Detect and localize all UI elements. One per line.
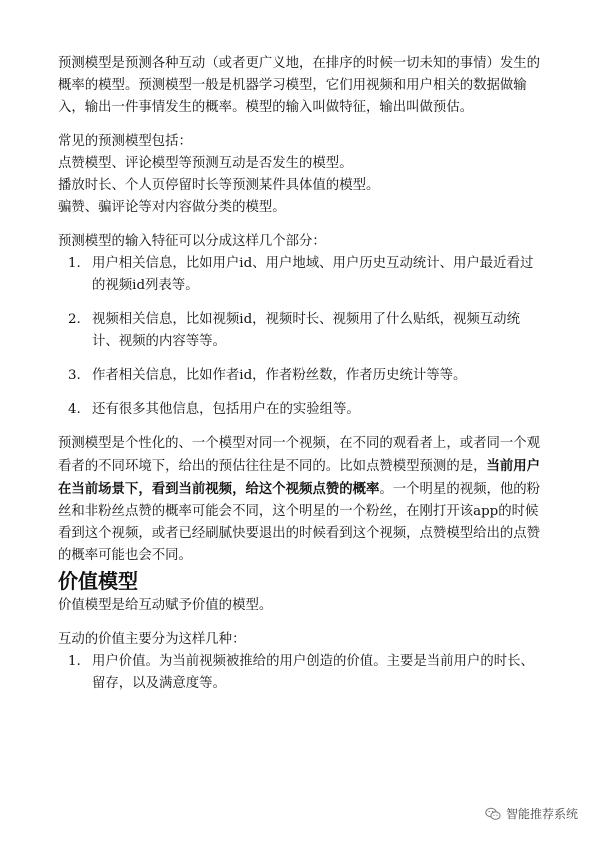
list-number: 1.	[68, 256, 81, 271]
personalization-bold-text: 当前用户在当前场景下，看到当前视频，给这个视频点赞的概率	[58, 458, 541, 497]
watermark	[485, 805, 578, 822]
document-body	[58, 53, 546, 695]
personalization-paragraph	[58, 433, 546, 567]
common-model-line: 骗赞、骗评论等对内容做分类的模型。	[58, 200, 286, 215]
value-types-title: 互动的价值主要分为这样几种：	[58, 632, 246, 647]
personalization-text: 预测模型是个性化的、一个模型对同一个视频，在不同的观看者上，或者同一个观看者的不同环境下，给出的预估往往是不同的。比如点赞模型预测的是，	[58, 436, 541, 474]
list-item-text: 还有很多其他信息，包括用户在的实验组等。	[92, 402, 360, 417]
intro-paragraph: 预测模型是预测各种互动（或者更广义地，在排序的时候一切未知的事情）发生的概率的模型。预测模型一般是机器学习模型，它们用视频和用户相关的数据做输入，输出一件事情发生的概率。模型的输入叫做特征，输出叫做预估。	[58, 56, 541, 115]
list-item	[58, 309, 546, 353]
list-item-text: 用户价值。为当前视频被推给的用户创造的价值。主要是当前用户的时长、留存，以及满意度等。	[92, 654, 534, 691]
common-model-line: 点赞模型、评论模型等预测互动是否发生的模型。	[58, 156, 353, 171]
list-number: 3.	[68, 368, 81, 383]
list-item	[58, 365, 546, 387]
list-item-text: 视频相关信息，比如视频id，视频时长、视频用了什么贴纸，视频互动统计、视频的内容等等。	[92, 312, 520, 349]
list-number: 2.	[68, 312, 81, 327]
personalization-text-end: 。一个明星的视频，他的粉丝和非粉丝点赞的概率可能会不同，这个明星的一个粉丝，在刚打开该app的时候看到这个视频，或者已经刷腻快要退出的时候看到这个视频，点赞模型给出的点赞的概率可能也会不同。	[58, 482, 541, 563]
common-models-section	[58, 131, 546, 219]
value-model-description: 价值模型是给互动赋予价值的模型。	[58, 598, 273, 613]
list-item-text: 用户相关信息，比如用户id、用户地域、用户历史互动统计、用户最近看过的视频id列表等。	[92, 256, 534, 293]
features-title: 预测模型的输入特征可以分成这样几个部分：	[58, 234, 326, 249]
list-number: 1.	[68, 654, 81, 669]
features-list	[58, 253, 546, 421]
list-item	[58, 651, 546, 695]
section-heading: 价值模型	[58, 569, 138, 593]
value-types-list	[58, 651, 546, 695]
list-number: 4.	[68, 402, 81, 417]
wechat-icon	[485, 807, 501, 821]
list-item	[58, 253, 546, 297]
list-item	[58, 399, 546, 421]
list-item-text: 作者相关信息，比如作者id，作者粉丝数，作者历史统计等等。	[92, 368, 467, 383]
common-models-title: 常见的预测模型包括：	[58, 134, 192, 149]
watermark-brand: 智能推荐系统	[505, 807, 578, 821]
common-model-line: 播放时长、个人页停留时长等预测某件具体值的模型。	[58, 178, 380, 193]
